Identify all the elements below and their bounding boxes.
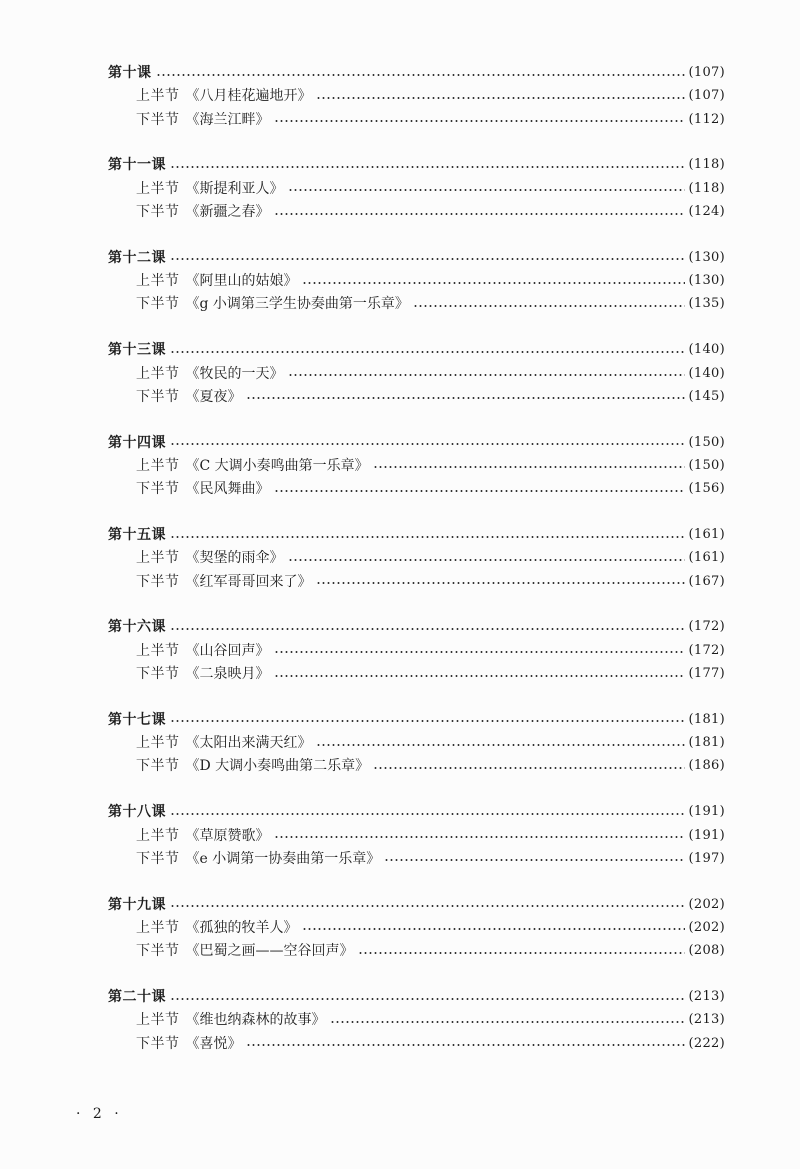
section-page-number: (197) bbox=[688, 850, 725, 866]
dot-leader bbox=[170, 536, 685, 538]
dot-leader bbox=[274, 213, 685, 215]
lesson-page-number: (191) bbox=[688, 804, 725, 820]
piece-title: 《斯提利亚人》 bbox=[185, 180, 284, 197]
section-label: 上半节 bbox=[136, 642, 180, 659]
piece-title: 《孤独的牧羊人》 bbox=[185, 919, 298, 936]
toc-lesson-entry[interactable] bbox=[108, 155, 725, 175]
toc-lesson-entry[interactable] bbox=[108, 433, 725, 453]
section-page-number: (112) bbox=[688, 111, 725, 127]
section-label: 下半节 bbox=[136, 943, 180, 960]
lesson-title: 第十八课 bbox=[108, 804, 166, 821]
piece-title: 《海兰江畔》 bbox=[185, 111, 270, 128]
toc-section-entry[interactable] bbox=[136, 1010, 725, 1030]
lesson-page-number: (130) bbox=[688, 249, 725, 265]
section-page-number: (124) bbox=[688, 204, 725, 219]
piece-title: 《契堡的雨伞》 bbox=[185, 550, 284, 567]
dot-leader bbox=[170, 998, 685, 1000]
toc-lesson-entry[interactable] bbox=[108, 710, 725, 730]
dot-leader bbox=[170, 813, 685, 815]
section-label: 上半节 bbox=[136, 735, 180, 752]
section-page-number: (145) bbox=[688, 388, 725, 404]
lesson-page-number: (107) bbox=[688, 65, 725, 80]
dot-leader bbox=[156, 74, 685, 76]
piece-title: 《红军哥哥回来了》 bbox=[185, 573, 312, 590]
dot-leader bbox=[413, 305, 685, 307]
toc-section-entry[interactable] bbox=[136, 110, 725, 130]
toc-section-entry[interactable] bbox=[136, 86, 725, 106]
lesson-page-number: (213) bbox=[688, 989, 725, 1004]
dot-leader bbox=[246, 397, 685, 399]
lesson-title: 第二十课 bbox=[108, 989, 166, 1005]
toc-section-entry[interactable] bbox=[136, 387, 725, 407]
dot-leader bbox=[246, 1044, 685, 1046]
toc-section-entry[interactable] bbox=[136, 826, 725, 846]
dot-leader bbox=[288, 374, 685, 376]
lesson-title: 第十六课 bbox=[108, 619, 166, 636]
piece-title: 《喜悦》 bbox=[185, 1035, 242, 1052]
piece-title: 《维也纳森林的故事》 bbox=[185, 1012, 326, 1029]
section-page-number: (177) bbox=[688, 666, 725, 681]
section-label: 上半节 bbox=[136, 827, 180, 844]
section-page-number: (191) bbox=[688, 827, 725, 843]
piece-title: 《二泉映月》 bbox=[185, 666, 270, 682]
toc-section-entry[interactable] bbox=[136, 294, 725, 314]
page-number-footer: · 2 · bbox=[76, 1106, 123, 1122]
lesson-page-number: (118) bbox=[688, 157, 725, 173]
section-label: 上半节 bbox=[136, 88, 180, 105]
section-page-number: (130) bbox=[688, 273, 725, 289]
section-label: 下半节 bbox=[136, 388, 180, 405]
toc-section-entry[interactable] bbox=[136, 479, 725, 499]
section-page-number: (107) bbox=[688, 88, 725, 104]
toc-lesson-entry[interactable] bbox=[108, 248, 725, 268]
dot-leader bbox=[302, 282, 685, 284]
dot-leader bbox=[170, 443, 685, 445]
toc-lesson-entry[interactable] bbox=[108, 525, 725, 545]
lesson-title: 第十课 bbox=[108, 65, 152, 81]
toc-lesson-entry[interactable] bbox=[108, 617, 725, 637]
toc-lesson-entry[interactable] bbox=[108, 802, 725, 822]
lesson-page-number: (202) bbox=[688, 896, 725, 912]
dot-leader bbox=[170, 720, 685, 722]
toc-section-entry[interactable] bbox=[136, 849, 725, 869]
piece-title: 《民风舞曲》 bbox=[185, 481, 270, 498]
section-page-number: (167) bbox=[688, 573, 725, 589]
toc-section-entry[interactable] bbox=[136, 202, 725, 222]
section-page-number: (213) bbox=[688, 1012, 725, 1028]
lesson-title: 第十四课 bbox=[108, 434, 166, 451]
dot-leader bbox=[170, 166, 685, 168]
section-page-number: (156) bbox=[688, 481, 725, 497]
toc-section-entry[interactable] bbox=[136, 918, 725, 938]
dot-leader bbox=[330, 1021, 685, 1023]
section-label: 下半节 bbox=[136, 850, 180, 867]
dot-leader bbox=[288, 559, 685, 561]
section-label: 上半节 bbox=[136, 180, 180, 197]
toc-section-entry[interactable] bbox=[136, 456, 725, 476]
section-page-number: (181) bbox=[688, 735, 725, 751]
section-page-number: (202) bbox=[688, 919, 725, 935]
dot-leader bbox=[316, 744, 685, 746]
lesson-title: 第十七课 bbox=[108, 711, 166, 728]
dot-leader bbox=[274, 836, 685, 838]
dot-leader bbox=[274, 120, 685, 122]
dot-leader bbox=[170, 628, 685, 630]
piece-title: 《e 小调第一协奏曲第一乐章》 bbox=[185, 850, 381, 867]
dot-leader bbox=[316, 582, 685, 584]
section-page-number: (161) bbox=[688, 550, 725, 566]
section-label: 下半节 bbox=[136, 573, 180, 590]
toc-section-entry[interactable] bbox=[136, 733, 725, 753]
section-page-number: (135) bbox=[688, 296, 725, 312]
lesson-page-number: (172) bbox=[688, 619, 725, 635]
piece-title: 《D 大调小奏鸣曲第二乐章》 bbox=[185, 758, 370, 775]
toc-section-entry[interactable] bbox=[136, 364, 725, 384]
section-page-number: (140) bbox=[688, 365, 725, 381]
section-label: 上半节 bbox=[136, 273, 180, 290]
toc-section-entry[interactable] bbox=[136, 756, 725, 776]
piece-title: 《夏夜》 bbox=[185, 388, 242, 405]
toc-section-entry[interactable] bbox=[136, 548, 725, 568]
toc-section-entry[interactable] bbox=[136, 271, 725, 291]
section-page-number: (150) bbox=[688, 457, 725, 473]
section-page-number: (186) bbox=[688, 758, 725, 774]
lesson-page-number: (161) bbox=[688, 527, 725, 542]
dot-leader bbox=[170, 351, 685, 353]
toc-section-entry[interactable] bbox=[136, 179, 725, 199]
section-page-number: (118) bbox=[688, 180, 725, 196]
section-label: 下半节 bbox=[136, 296, 180, 313]
dot-leader bbox=[358, 952, 685, 954]
lesson-title: 第十五课 bbox=[108, 527, 166, 543]
section-page-number: (208) bbox=[688, 943, 725, 959]
toc-lesson-entry[interactable] bbox=[108, 987, 725, 1007]
piece-title: 《g 小调第三学生协奏曲第一乐章》 bbox=[185, 296, 409, 313]
section-label: 下半节 bbox=[136, 204, 180, 220]
lesson-title: 第十一课 bbox=[108, 157, 166, 174]
section-label: 上半节 bbox=[136, 550, 180, 567]
dot-leader bbox=[373, 466, 685, 468]
section-label: 下半节 bbox=[136, 481, 180, 498]
piece-title: 《草原赞歌》 bbox=[185, 827, 270, 844]
toc-lesson-entry[interactable] bbox=[108, 895, 725, 915]
section-label: 上半节 bbox=[136, 919, 180, 936]
section-label: 下半节 bbox=[136, 111, 180, 128]
dot-leader bbox=[288, 189, 685, 191]
dot-leader bbox=[373, 767, 684, 769]
lesson-page-number: (150) bbox=[688, 434, 725, 450]
dot-leader bbox=[274, 490, 685, 492]
section-label: 下半节 bbox=[136, 1035, 180, 1052]
toc-section-entry[interactable] bbox=[136, 941, 725, 961]
toc-lesson-entry[interactable] bbox=[108, 340, 725, 360]
lesson-title: 第十三课 bbox=[108, 342, 166, 359]
section-page-number: (222) bbox=[688, 1035, 725, 1051]
dot-leader bbox=[274, 651, 685, 653]
piece-title: 《C 大调小奏鸣曲第一乐章》 bbox=[185, 457, 369, 474]
section-page-number: (172) bbox=[688, 642, 725, 658]
toc-section-entry[interactable] bbox=[136, 1034, 725, 1054]
section-label: 下半节 bbox=[136, 666, 180, 682]
piece-title: 《巴蜀之画——空谷回声》 bbox=[185, 943, 354, 960]
lesson-page-number: (181) bbox=[688, 711, 725, 727]
lesson-page-number: (140) bbox=[688, 342, 725, 358]
toc-section-entry[interactable] bbox=[136, 572, 725, 592]
section-label: 下半节 bbox=[136, 758, 180, 775]
dot-leader bbox=[302, 928, 685, 930]
dot-leader bbox=[316, 97, 685, 99]
piece-title: 《八月桂花遍地开》 bbox=[185, 88, 312, 105]
dot-leader bbox=[274, 675, 685, 677]
section-label: 上半节 bbox=[136, 457, 180, 474]
toc-section-entry[interactable] bbox=[136, 664, 725, 684]
piece-title: 《太阳出来满天红》 bbox=[185, 735, 312, 752]
dot-leader bbox=[384, 859, 684, 861]
section-label: 上半节 bbox=[136, 1012, 180, 1029]
toc-lesson-entry[interactable] bbox=[108, 63, 725, 83]
lesson-title: 第十九课 bbox=[108, 896, 166, 913]
piece-title: 《新疆之春》 bbox=[185, 204, 270, 220]
piece-title: 《山谷回声》 bbox=[185, 642, 270, 659]
toc-section-entry[interactable] bbox=[136, 641, 725, 661]
lesson-title: 第十二课 bbox=[108, 249, 166, 266]
piece-title: 《牧民的一天》 bbox=[185, 365, 284, 382]
dot-leader bbox=[170, 905, 685, 907]
dot-leader bbox=[170, 258, 685, 260]
piece-title: 《阿里山的姑娘》 bbox=[185, 273, 298, 290]
section-label: 上半节 bbox=[136, 365, 180, 382]
